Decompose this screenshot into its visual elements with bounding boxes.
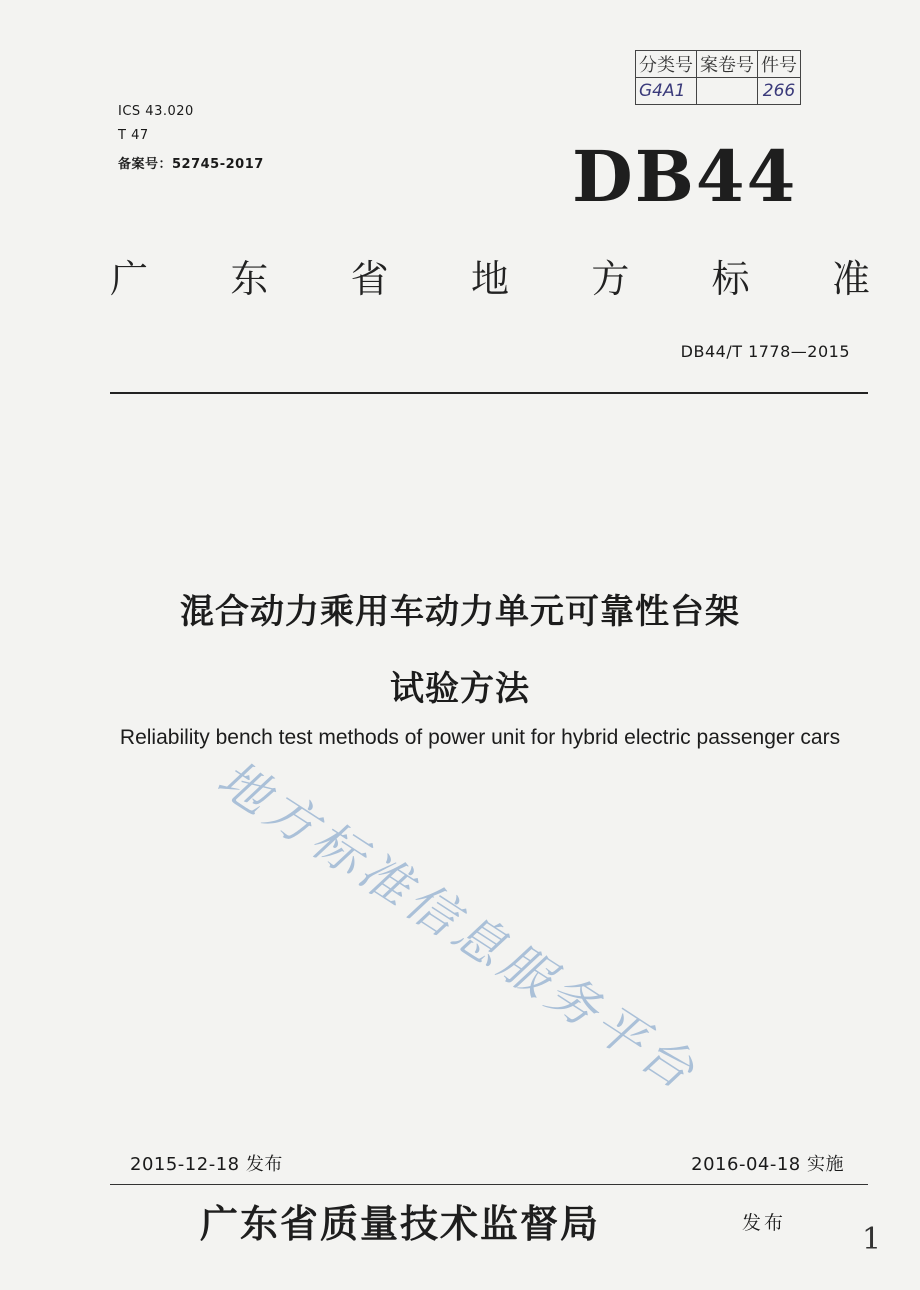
standard-number: DB44/T 1778—2015: [680, 342, 850, 361]
title-en: Reliability bench test methods of power unit for hybrid electric passenger cars: [119, 726, 841, 749]
stamp-header-category: 分类号: [636, 51, 697, 78]
standard-type-heading: [110, 248, 870, 303]
ics-code: ICS 43.020: [118, 104, 194, 119]
standard-type-char: 地: [470, 257, 509, 301]
issuer-name: 广东省质量技术监督局: [200, 1201, 601, 1246]
standard-type-char: 广: [110, 257, 149, 301]
page-number: 1: [862, 1222, 882, 1257]
db44-logo: DB44: [572, 135, 798, 218]
stamp-header-row: [636, 51, 801, 78]
publish-date: 2015-12-18 发布: [130, 1154, 283, 1175]
header-divider: [110, 392, 868, 394]
stamp-value-volume: [697, 78, 758, 105]
stamp-value-category: G4A1: [636, 78, 697, 105]
issue-label: 发布: [742, 1212, 787, 1234]
record-number: 备案号：52745-2017: [118, 157, 264, 172]
standard-type-char: 东: [230, 257, 269, 301]
archive-stamp-table: [635, 50, 801, 105]
stamp-header-item: 件号: [758, 51, 801, 78]
watermark-text: 地方标准信息服务平台: [207, 749, 709, 1103]
title-cn-line1: 混合动力乘用车动力单元可靠性台架: [180, 592, 740, 632]
stamp-value-item: 266: [758, 78, 801, 105]
standard-type-char: 方: [591, 257, 630, 301]
stamp-value-row: [636, 78, 801, 105]
stamp-header-volume: 案卷号: [697, 51, 758, 78]
standard-type-char: 省: [350, 257, 389, 301]
effective-date: 2016-04-18 实施: [691, 1154, 844, 1175]
title-cn-line2: 试验方法: [390, 669, 530, 709]
standard-type-char: 标: [711, 257, 750, 301]
category-code: T 47: [118, 128, 149, 143]
standard-type-char: 准: [831, 257, 870, 301]
footer-divider: [110, 1184, 868, 1185]
